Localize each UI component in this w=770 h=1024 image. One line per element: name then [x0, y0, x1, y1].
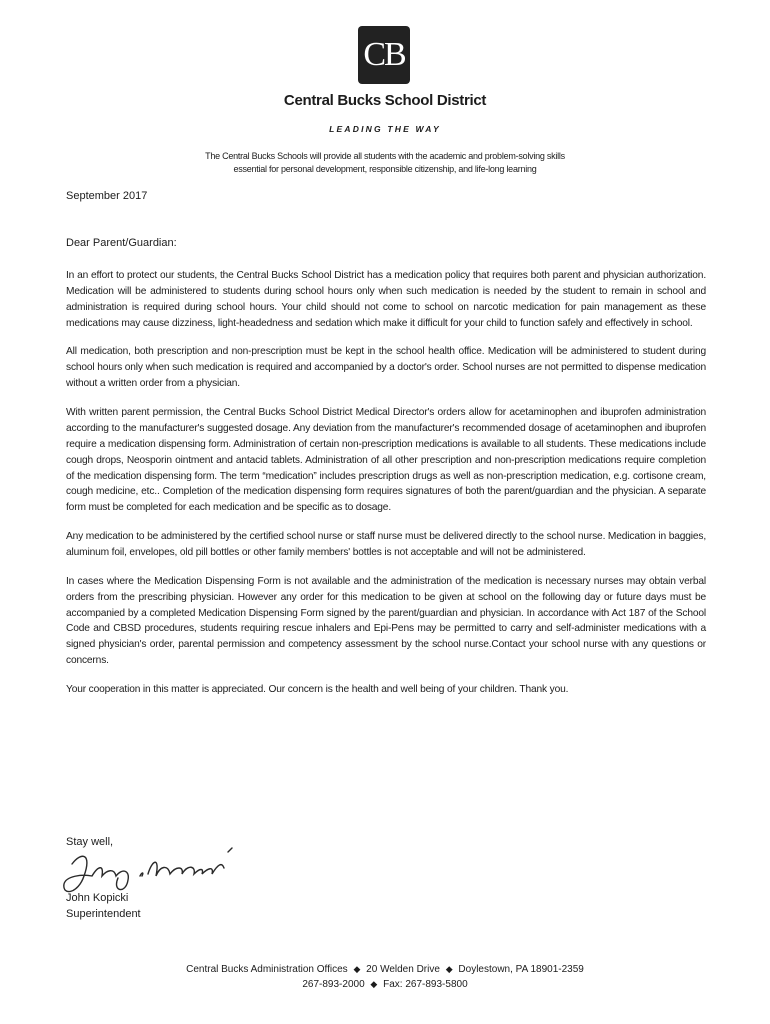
salutation: Dear Parent/Guardian:	[66, 237, 177, 249]
district-logo	[358, 26, 410, 84]
paragraph-permission: With written parent permission, the Central Bucks School District Medical Director's orders allow for acetaminophen and ibuprofen administration according to the manufacturer's suggested dosage. Any deviation from the manufacturer's recommended dosage of acetaminophen and ibuprofen require a medication dispensing form. Administration of certain non-prescription medications is available to all students. These medications include cough drops, Neosporin ointment and antacid tablets. Administration of all other prescription and non-prescription medications require completion of the medication dispensing form. The term “medication” includes prescription drugs as well as non-prescription medication, e.g. cortisone cream, cough medicine, etc.. Completion of the medication dispensing form requires signatures of both the parent/guardian and the physician. A separate form must be completed for each medication and be specific as to dosage.	[66, 406, 706, 514]
paragraph-verbal-orders: In cases where the Medication Dispensing Form is not available and the administration of the medication is necessary nurses may obtain verbal orders from the prescribing physician. However any order for this medication to be given at school on the following day or future days must be accompanied by a completed Medication Dispensing Form signed by the parent/guardian and physician. In accordance with Act 187 of the School Code and CBSD procedures, students requiring rescue inhalers and Epi-Pens may be permitted to carry and self-administer medications with a signed physician's order, parental permission and competency assessment by the school nurse.Contact your school nurse with any questions or concerns.	[66, 575, 706, 667]
letter-body	[66, 268, 706, 711]
signer-block	[66, 890, 141, 922]
footer-address-line	[0, 962, 770, 977]
footer-office: Central Bucks Administration Offices	[186, 964, 348, 975]
paragraph-delivery: Any medication to be administered by the certified school nurse or staff nurse must be delivered directly to the school nurse. Medication in baggies, aluminum foil, envelopes, old pill bottles or other family members' bottles is not acceptable and will not be administered.	[66, 531, 707, 558]
signer-name: John Kopicki	[66, 892, 129, 904]
letter-date: September 2017	[66, 190, 148, 202]
footer-phone: 267-893-2000	[302, 979, 365, 990]
district-tagline: LEADING THE WAY	[329, 124, 441, 134]
logo-monogram: CB	[363, 36, 405, 73]
mission-line-1: The Central Bucks Schools will provide all students with the academic and problem-solving skills	[205, 151, 565, 161]
paragraph-policy: In an effort to protect our students, the Central Bucks School District has a medication policy that requires both parent and physician authorization. Medication will be administered to students during school hours only when such medication is needed by the student to remain in school and administration is required during school hours. Your child should not come to school on narcotic medication for pain management as these medications may cause dizziness, light-headedness and sedation which make it difficult for your child to function safely and effectively in school.	[66, 270, 706, 329]
footer-city: Doylestown, PA 18901-2359	[458, 964, 584, 975]
footer-contact-line	[0, 977, 770, 992]
mission-line-2: essential for personal development, responsible citizenship, and life-long learning	[233, 164, 537, 174]
mission-statement	[160, 150, 610, 176]
footer-fax: Fax: 267-893-5800	[383, 979, 468, 990]
signoff: Stay well,	[66, 836, 114, 848]
paragraph-storage: All medication, both prescription and non-prescription must be kept in the school health office. Medication will be administered to student during school hours only when such medication is required and accompanied by a doctor's order. School nurses are not permitted to dispense medication without a written order from a physician.	[66, 346, 706, 390]
district-name: Central Bucks School District	[283, 92, 487, 109]
paragraph-closing: Your cooperation in this matter is appreciated. Our concern is the health and well being of your children. Thank you.	[66, 683, 569, 695]
footer	[0, 962, 770, 992]
signer-title: Superintendent	[66, 908, 141, 920]
footer-street: 20 Welden Drive	[366, 964, 440, 975]
diamond-separator-icon: ◆	[370, 979, 378, 989]
diamond-separator-icon: ◆	[353, 964, 361, 974]
diamond-separator-icon: ◆	[445, 964, 453, 974]
